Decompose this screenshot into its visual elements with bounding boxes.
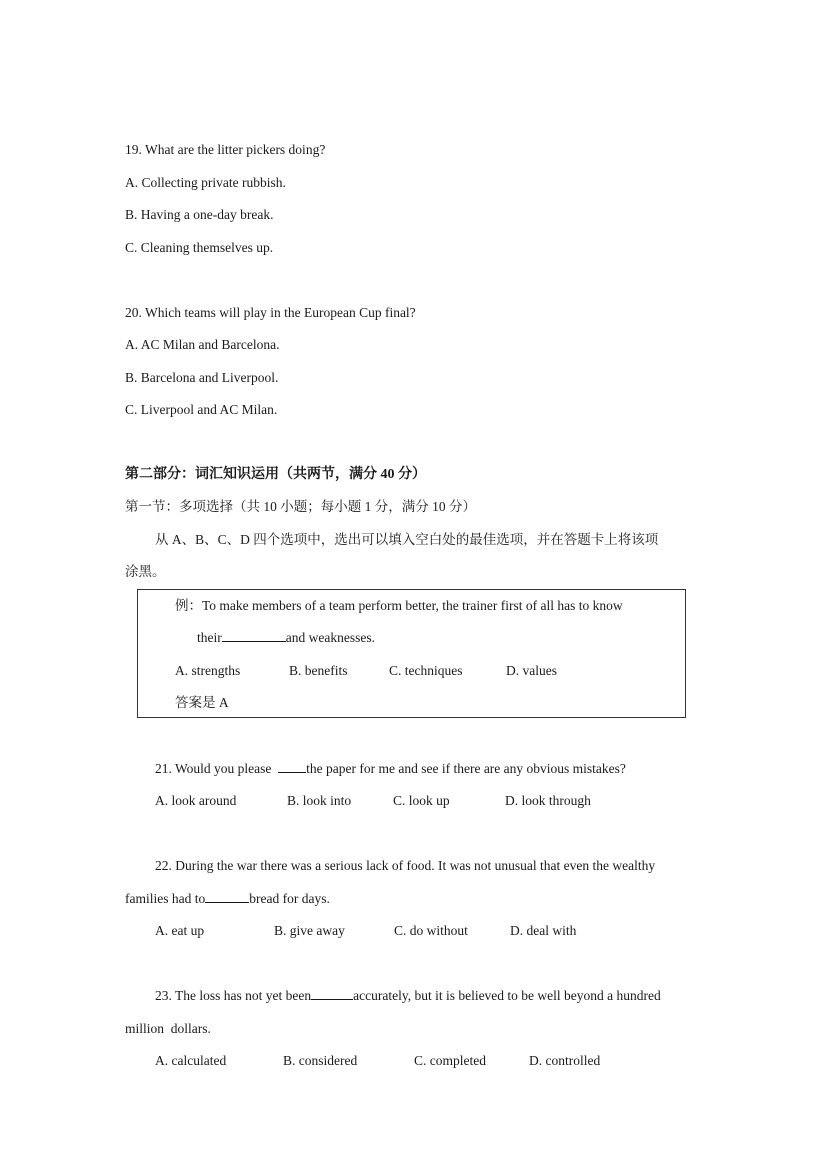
q20-option-c: C. Liverpool and AC Milan. — [125, 402, 278, 417]
part2-heading: 第二部分：词汇知识运用（共两节，满分 40 分） — [125, 467, 426, 482]
example-option-c: C. techniques — [389, 663, 463, 678]
q21-option-d: D. look through — [505, 793, 591, 808]
q22-blank — [205, 890, 249, 903]
q22-line-1: 22. During the war there was a serious lack of food. It was not unusual that even the wealthy — [155, 858, 656, 873]
q22-line-2 — [125, 890, 330, 908]
q21-option-a: A. look around — [155, 793, 237, 808]
q19-question: 19. What are the litter pickers doing? — [125, 142, 326, 157]
q23-blank — [311, 987, 353, 1000]
example-line-1: 例：To make members of a team perform better, the trainer first of all has to know — [175, 598, 623, 613]
q21-blank — [278, 760, 306, 773]
q19-option-a: A. Collecting private rubbish. — [125, 175, 286, 190]
q20-question: 20. Which teams will play in the European Cup final? — [125, 305, 416, 320]
section1-heading: 第一节：多项选择（共 10 小题；每小题 1 分，满分 10 分） — [125, 499, 476, 514]
example-blank — [222, 629, 286, 642]
q21-question — [155, 760, 626, 778]
example-option-b: B. benefits — [289, 663, 348, 678]
q21-text-after: the paper for me and see if there are any obvious mistakes? — [306, 761, 626, 776]
q22-text-after: bread for days. — [249, 891, 330, 906]
q23-line-1 — [155, 987, 661, 1005]
q23-text-before: 23. The loss has not yet been — [155, 988, 312, 1003]
q23-option-c: C. completed — [414, 1053, 486, 1068]
example-option-a: A. strengths — [175, 663, 241, 678]
q21-option-b: B. look into — [287, 793, 352, 808]
q22-option-d: D. deal with — [510, 923, 577, 938]
q23-option-d: D. controlled — [529, 1053, 601, 1068]
example-answer: 答案是 A — [175, 695, 229, 710]
q22-text-before: families had to — [125, 891, 206, 906]
example-line-2 — [197, 629, 375, 647]
q22-option-a: A. eat up — [155, 923, 205, 938]
q23-text-after: accurately, but it is believed to be well beyond a hundred — [353, 988, 661, 1003]
q22-option-c: C. do without — [394, 923, 468, 938]
instruction-line-1: 从 A、B、C、D 四个选项中，选出可以填入空白处的最佳选项，并在答题卡上将该项 — [155, 532, 659, 547]
q23-line-2: million dollars. — [125, 1021, 211, 1036]
q21-option-c: C. look up — [393, 793, 450, 808]
q19-option-b: B. Having a one-day break. — [125, 207, 274, 222]
q23-option-b: B. considered — [283, 1053, 358, 1068]
q22-option-b: B. give away — [274, 923, 345, 938]
instruction-line-2: 涂黑。 — [125, 564, 166, 579]
example-option-d: D. values — [506, 663, 557, 678]
q23-option-a: A. calculated — [155, 1053, 227, 1068]
q20-option-a: A. AC Milan and Barcelona. — [125, 337, 280, 352]
q19-option-c: C. Cleaning themselves up. — [125, 240, 274, 255]
example-text-after: and weaknesses. — [285, 630, 375, 645]
q20-option-b: B. Barcelona and Liverpool. — [125, 370, 279, 385]
example-text-before: their — [197, 630, 222, 645]
q21-text-before: 21. Would you please — [155, 761, 272, 776]
